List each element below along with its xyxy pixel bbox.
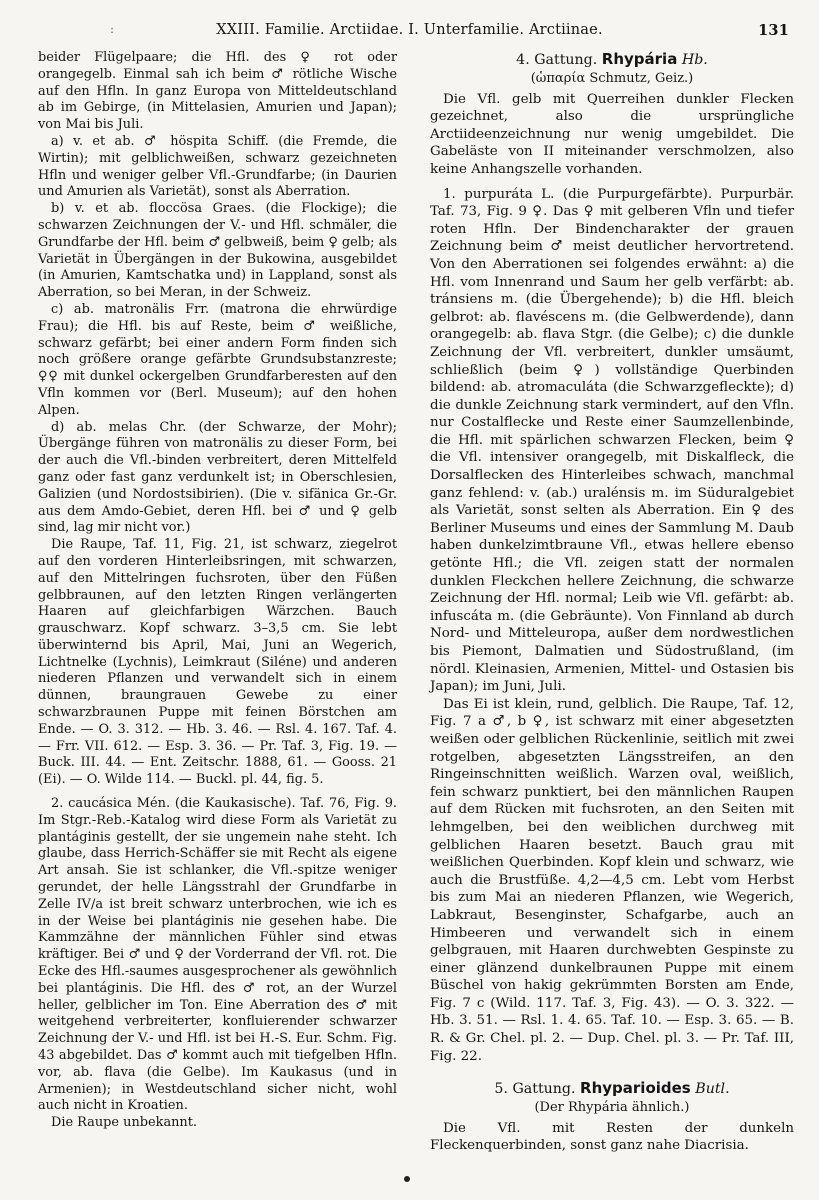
genus-label: 5. Gattung. — [494, 1081, 576, 1098]
paragraph: b) v. et ab. floccösa Graes. (die Flockige); die schwarzen Zeichnungen der V.- und Hfl. schmäler, die Grundfarbe der Hfl. beim ♂ gelbweiß, beim ♀ gelb; als Varietät in Übergängen in der Bukowina, ausgebildet (in Amurien, Kamtschatka und) in Lappland, sonst als Aberration, so bei Meran, in der Schweiz. — [38, 201, 397, 301]
genus-heading — [430, 50, 794, 70]
paragraph: Die Raupe, Taf. 11, Fig. 21, ist schwarz, ziegelrot auf den vorderen Hinterleibsringen, mit schwarzen, auf den Mittelringen fuchsroten, über den Füßen gelbbraunen, auf den letzten Ringen verlängerten Haaren auf gleichfarbigen Wärzchen. Bauch grauschwarz. Kopf schwarz. 3–3,5 cm. Sie lebt überwinternd bis April, Mai, Juni an Wegerich, Lichtnelke (Lychnis), Leimkraut (Siléne) und anderen niederen Pflanzen und verwandelt sich in einem dünnen, braungrauen Gewebe zu einer schwarzbraunen Puppe mit feinen Börstchen am Ende. — O. 3. 312. — Hb. 3. 46. — Rsl. 4. 167. Taf. 4. — Frr. VII. 612. — Esp. 3. 36. — Pr. Taf. 3, Fig. 19. — Buck. III. 44. — Ent. Zeitschr. 1888, 61. — Gooss. 21 (Ei). — O. Wilde 114. — Buckl. pl. 44, fig. 5. — [38, 537, 397, 788]
genus-description: Die Vfl. gelb mit Querreihen dunkler Flecken gezeichnet, also die ursprüngliche Arctiideenzeichnung nur wenig umgebildet. Die Gabeläste von II miteinander verschmolzen, also keine Anhangszelle vorhanden. — [430, 91, 794, 177]
genus-etymology: (Der Rhypária ähnlich.) — [534, 1100, 690, 1116]
paragraph: d) ab. melas Chr. (der Schwarze, der Mohr); Übergänge führen von matronälis zu dieser Form, bei der auch die Vfl.-binden verbreitert, deren Mittelfeld ganz oder fast ganz verdunkelt ist; in Oberschlesien, Galizien (und Nordostsibirien). (Die v. sifänica Gr.-Gr. aus dem Amdo-Gebiet, deren Hfl. bei ♂ und ♀ gelb sind, lag mir nicht vor.) — [38, 419, 397, 536]
species-entry-caucasica: 2. caucásica Mén. (die Kaukasische). Taf. 76, Fig. 9. Im Stgr.-Reb.-Katalog wird diese Form als Varietät zu plantáginis gestellt, der sie ungemein nahe steht. Ich glaube, dass Herrich-Schäffer sie mit Recht als eigene Art ansah. Sie ist schlanker, die Vfl.-spitze weniger gerundet, der helle Längsstrahl der Grundfarbe in Zelle IV/a ist breit schwarz unterbrochen, wie ich es in der Weise bei plantáginis nie gesehen habe. Die Kammzähne der männlichen Fühler sind etwas kräftiger. Bei ♂ und ♀ der Vorderrand der Vfl. rot. Die Ecke des Hfl.-saumes ausgesprochener als gewöhnlich bei plantáginis. Die Hfl. des ♂ rot, an der Wurzel heller, gelblicher im Ton. Eine Aberration des ♂ mit weitgehend verbreiterter, konfluierender schwarzer Zeichnung der V.- und Hfl. ist bei H.-S. Eur. Schm. Fig. 43 abgebildet. Das ♂ kommt auch mit tiefgelben Hfln. vor, ab. flava (die Gelbe). Im Kaukasus (und in Armenien); in Westdeutschland sicher nicht, wohl auch nicht in Kroatien. — [38, 796, 397, 1114]
printer-mark — [404, 1176, 410, 1182]
paragraph: Die Raupe unbekannt. — [51, 1115, 198, 1131]
genus-name: Rhypária — [601, 50, 678, 68]
header-title: XXIII. Familie. Arctiidae. I. Unterfamilie. Arctiinae. — [216, 22, 603, 38]
genus-etymology: (ὡπαρία Schmutz, Geiz.) — [530, 71, 694, 86]
genus-name: Rhyparioides — [580, 1079, 691, 1098]
page-number: 131 — [758, 22, 789, 39]
left-column — [38, 50, 397, 1132]
genus-label: 4. Gattung. — [516, 52, 598, 68]
paragraph: Das Ei ist klein, rund, gelblich. Die Raupe, Taf. 12, Fig. 7 a ♂, b ♀, ist schwarz mit einer abgesetzten weißen oder gelblichen Rückenlinie, seitlich mit zwei rotgelben, abgesetzten Längsstreifen, an den Ringeinschnitten weißlich. Warzen oval, weißlich, fein schwarz punktiert, bei den männlichen Raupen auf dem Rücken mit fuchsroten, an den Seiten mit lehmgelben, bei den weiblichen durchweg mit gelblichen Haaren besetzt. Bauch grau mit weißlichen Querbinden. Kopf klein und schwarz, wie auch die Brustfüße. 4,2—4,5 cm. Lebt vom Herbst bis zum Mai an niederen Pflanzen, wie Wegerich, Labkraut, Besenginster, Schafgarbe, auch an Himbeeren und verwandelt sich in einem gelbgrauen, mit Haaren durchwebten Gespinste zu einer glänzend dunkelbraunen Puppe mit einem Büschel von hakig gekrümmten Borsten am Ende, Fig. 7 c (Wild. 117. Taf. 3, Fig. 43). — O. 3. 322. — Hb. 3. 51. — Rsl. 1. 4. 65. Taf. 10. — Esp. 3. 65. — B. R. & Gr. Chel. pl. 2. — Dup. Chel. pl. 3. — Pr. Taf. III, Fig. 22. — [430, 696, 794, 1064]
genus-description: Die Vfl. mit Resten der dunkeln Fleckenquerbinden, sonst ganz nahe Diacrisia. — [430, 1120, 794, 1154]
species-entry-purpurata: 1. purpuráta L. (die Purpurgefärbte). Purpurbär. Taf. 73, Fig. 9 ♀. Das ♀ mit gelberen Vfln und tiefer roten Hfln. Der Bindencharakter der grauen Zeichnung beim ♂ meist deutlicher hervortretend. Von den Aberrationen sei folgendes erwähnt: a) die Hfl. vom Innenrand und Saum her gelb verfärbt: ab. tránsiens m. (die Übergehende); b) die Hfl. bleich gelbrot: ab. flavéscens m. (die Gelbwerdende), dann orangegelb: ab. flava Stgr. (die Gelbe); c) die dunkle Zeichnung der Vfl. verbreitert, dunkler umsäumt, schließlich (beim ♀) vollständige Querbinden bildend: ab. atromaculáta (die Schwarzgefleckte); d) die dunkle Zeichnung stark vermindert, auf den Vfln. nur Costalflecke und Reste einer Saumzellenbinde, die Hfl. mit spärlichen schwarzen Flecken, beim ♀ die Vfl. intensiver orangegelb, mit Diskalfleck, die Dorsalflecken des Hinterleibes schwach, manchmal ganz fehlend: v. (ab.) uralénsis m. im Süduralgebiet als Varietät, sonst selten als Aberration. Ein ♀ des Berliner Museums und eines der Sammlung M. Daub haben dunkelzimtbraune Vfl., etwas hellere ebenso getönte Hfl.; die Vfl. zeigen statt der normalen dunklen Fleckchen hellere Zeichnung, die schwarze Zeichnung der Hfl. normal; Leib wie Vfl. gefärbt: ab. infuscáta m. (die Gebräunte). Von Finnland ab durch Nord- und Mitteleuropa, außer dem nordwestlichen bis Piemont, Dalmatien und Südostrußland, (im nördl. Kleinasien, Armenien, Mittel- und Ostasien bis Japan); im Juni, Juli. — [430, 186, 794, 695]
genus-author: Butl. — [695, 1081, 730, 1098]
paragraph: c) ab. matronälis Frr. (matrona die ehrwürdige Frau); die Hfl. bis auf Reste, beim ♂ weißliche, schwarz gefärbt; bei einer andern Form finden sich noch größere orange gefärbte Grundsubstanzreste; ♀♀ mit dunkel ockergelben Grundfarberesten auf den Vfln kommen vor (Berl. Museum); auf den hohen Alpen. — [38, 301, 397, 418]
genus-heading — [430, 1079, 794, 1099]
right-column — [430, 50, 794, 1155]
paragraph: beider Flügelpaare; die Hfl. des ♀ rot oder orangegelb. Einmal sah ich beim ♂ rötliche Wische auf den Hfln. In ganz Europa von Mitteldeutschland ab im Gebirge, (in Mittelasien, Amurien und Japan); von Mai bis Juli. — [38, 50, 397, 133]
header-mark: ː — [110, 22, 115, 36]
running-header — [30, 22, 789, 44]
paragraph: a) v. et ab. ♂ höspita Schiff. (die Fremde, die Wirtin); mit gelblichweißen, schwarz gezeichneten Hfln und weniger gelber Vfl.-Grundfarbe; (in Daurien und Amurien als Varietät), sonst als Aberration. — [38, 133, 397, 200]
genus-author: Hb. — [681, 52, 708, 68]
